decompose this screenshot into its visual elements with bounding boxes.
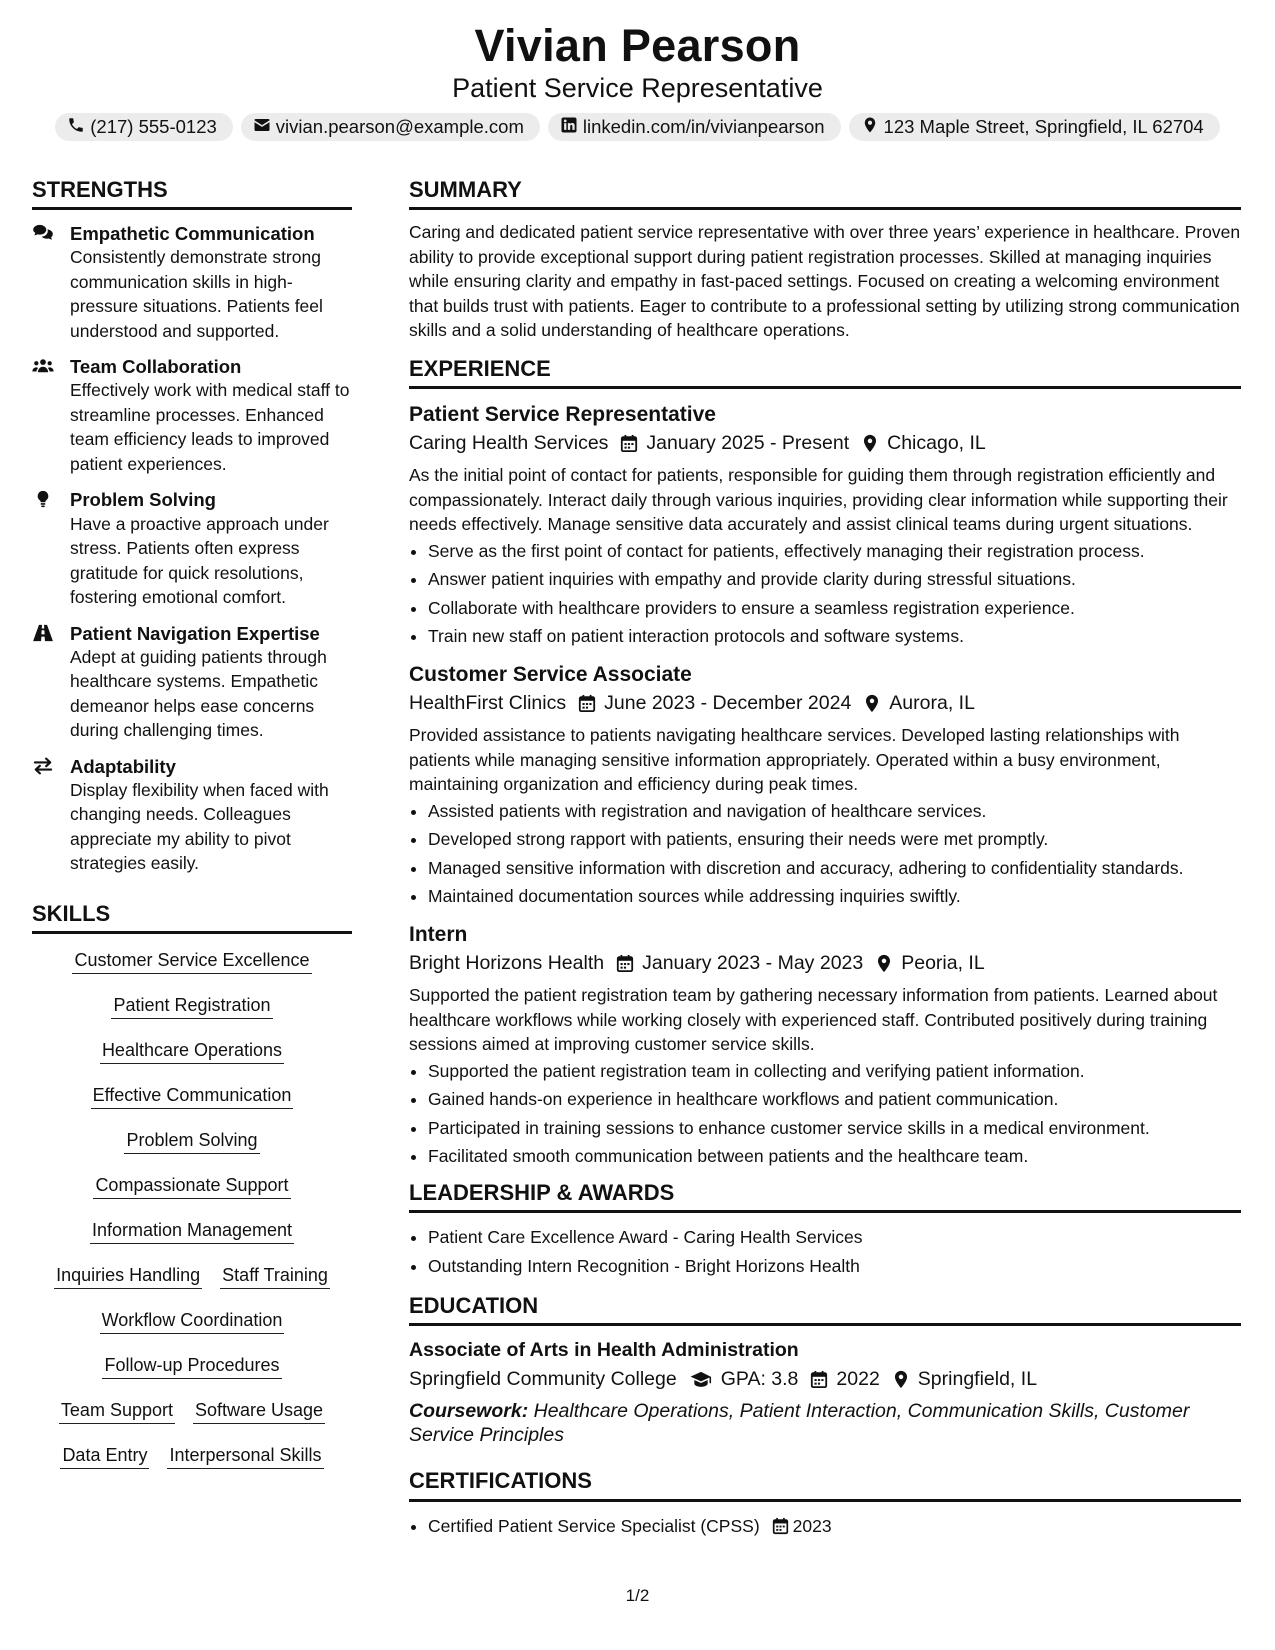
- job-description: As the initial point of contact for patients, responsible for guiding them through registration efficiently and compassionately. Interact daily through various inquiries, providing clear information while supporting their needs effectively. Manage sensitive data accurately and assist clinical teams during urgent situations.: [409, 465, 1228, 535]
- education-meta: [409, 1364, 1241, 1395]
- strength-title: Adaptability: [70, 755, 176, 777]
- certification-item: [428, 1514, 1241, 1539]
- job-location: Aurora, IL: [889, 692, 975, 715]
- contact-email[interactable]: [241, 113, 540, 141]
- education-entry: [409, 1338, 1241, 1447]
- candidate-role: Patient Service Representative: [452, 73, 823, 103]
- job-meta: [409, 688, 1241, 719]
- contact-phone[interactable]: [55, 113, 233, 141]
- skill-tag: Effective Communication: [91, 1085, 294, 1109]
- skill-row: [100, 1304, 285, 1349]
- skill-row: [91, 1079, 294, 1124]
- job-bullet: • Answer patient inquiries with empathy and provide clarity during stressful situations.: [428, 567, 1241, 592]
- lightbulb-icon: [32, 488, 70, 609]
- job-bullet: • Maintained documentation sources while addressing inquiries swiftly.: [428, 884, 1241, 909]
- strength-title: Team Collaboration: [70, 356, 242, 378]
- strength-description: Display flexibility when faced with changing needs. Colleagues appreciate my ability to pivot strategies easily.: [70, 779, 329, 874]
- calendar-icon: [578, 694, 596, 713]
- strength-description: Effectively work with medical staff to streamline processes. Enhanced team efficiency leads to improved patient experiences.: [70, 380, 350, 474]
- skill-tag: Staff Training: [220, 1265, 330, 1289]
- job-bullet: • Supported the patient registration team in collecting and verifying patient information.: [428, 1059, 1241, 1084]
- strength-item: [32, 622, 352, 743]
- skill-row: [111, 989, 272, 1034]
- strengths-heading: STRENGTHS: [32, 178, 352, 210]
- experience-heading: EXPERIENCE: [409, 357, 1241, 389]
- skill-tag: Follow-up Procedures: [102, 1355, 281, 1379]
- envelope-icon: [253, 116, 271, 139]
- certifications-list: [409, 1514, 1241, 1539]
- job-entry: [409, 921, 1241, 1169]
- map-pin-icon: [861, 434, 879, 453]
- skills-list: [32, 944, 352, 1484]
- contact-bar: [0, 113, 1275, 141]
- job-description: Provided assistance to patients navigating healthcare services. Developed lasting relationships with patients while managing sensitive information appropriately. Operated within a busy environment, maintaining organization and efficiency during peak times.: [409, 725, 1180, 795]
- strength-item: [32, 222, 352, 343]
- degree-title: Associate of Arts in Health Administration: [409, 1339, 799, 1362]
- calendar-icon: [772, 1517, 789, 1535]
- skill-tag: Healthcare Operations: [100, 1040, 284, 1064]
- phone-icon: [67, 116, 85, 139]
- right-column: [409, 178, 1241, 1542]
- skill-row: [54, 1259, 330, 1304]
- coursework: [409, 1399, 1241, 1448]
- skill-row: [90, 1214, 294, 1259]
- exchange-icon: [32, 755, 70, 876]
- job-bullet: • Participated in training sessions to enhance customer service skills in a medical environment.: [428, 1116, 1241, 1141]
- skill-row: [59, 1394, 325, 1439]
- award-item: • Outstanding Intern Recognition - Bright Horizons Health: [428, 1254, 1241, 1279]
- road-icon: [32, 622, 70, 743]
- education-gpa: GPA: 3.8: [720, 1367, 799, 1390]
- school-name: Springfield Community College: [409, 1367, 677, 1390]
- contact-linkedin[interactable]: [548, 113, 841, 141]
- strength-item: [32, 488, 352, 609]
- award-item: • Patient Care Excellence Award - Caring Health Services: [428, 1225, 1241, 1250]
- job-location: Chicago, IL: [887, 432, 986, 455]
- job-dates: June 2023 - December 2024: [604, 692, 852, 715]
- skill-tag: Compassionate Support: [93, 1175, 290, 1199]
- job-bullet: • Train new staff on patient interaction protocols and software systems.: [428, 624, 1241, 649]
- calendar-icon: [810, 1370, 828, 1389]
- job-title: Customer Service Associate: [409, 662, 692, 686]
- page-number: 1/2: [625, 1586, 650, 1605]
- strength-description: Consistently demonstrate strong communication skills in high-pressure situations. Patients feel understood and supported.: [70, 247, 323, 341]
- job-location: Peoria, IL: [901, 952, 985, 975]
- job-dates: January 2023 - May 2023: [642, 952, 864, 975]
- education-location: Springfield, IL: [917, 1367, 1038, 1390]
- job-company: Caring Health Services: [409, 432, 609, 455]
- skill-row: [60, 1439, 323, 1484]
- strength-title: Patient Navigation Expertise: [70, 622, 320, 644]
- job-bullet: • Serve as the first point of contact for patients, effectively managing their registration process.: [428, 539, 1241, 564]
- certification-name: • Certified Patient Service Specialist (CPSS): [428, 1515, 760, 1536]
- certification-year: 2023: [792, 1515, 832, 1536]
- contact-email-text: vivian.pearson@example.com: [275, 116, 524, 137]
- strength-title: Problem Solving: [70, 489, 216, 511]
- strength-title: Empathetic Communication: [70, 223, 315, 245]
- skill-tag: Workflow Coordination: [100, 1310, 285, 1334]
- job-bullet: • Assisted patients with registration and navigation of healthcare services.: [428, 799, 1241, 824]
- coursework-label: Coursework:: [409, 1399, 529, 1422]
- certifications-heading: CERTIFICATIONS: [409, 1469, 1241, 1501]
- comments-icon: [32, 222, 70, 343]
- users-icon: [32, 355, 70, 476]
- graduation-cap-icon: [689, 1370, 713, 1389]
- map-pin-icon: [863, 694, 881, 713]
- job-bullet: • Developed strong rapport with patients, ensuring their needs were met promptly.: [428, 827, 1241, 852]
- leadership-list: [409, 1225, 1241, 1278]
- map-pin-icon: [875, 954, 893, 973]
- skill-tag: Information Management: [90, 1220, 294, 1244]
- job-bullets: [409, 539, 1241, 649]
- skill-row: [124, 1124, 259, 1169]
- skill-row: [100, 1034, 284, 1079]
- job-title: Patient Service Representative: [409, 402, 716, 426]
- skill-tag: Customer Service Excellence: [72, 950, 311, 974]
- job-meta: [409, 428, 1241, 459]
- summary-heading: SUMMARY: [409, 178, 1241, 210]
- left-column: [32, 178, 352, 1484]
- education-heading: EDUCATION: [409, 1294, 1241, 1326]
- contact-address[interactable]: [849, 113, 1220, 141]
- skill-tag: Problem Solving: [124, 1130, 259, 1154]
- job-bullet: • Collaborate with healthcare providers to ensure a seamless registration experience.: [428, 596, 1241, 621]
- coursework-text: Healthcare Operations, Patient Interaction, Communication Skills, Customer Service Principles: [409, 1399, 1190, 1447]
- skill-row: [93, 1169, 290, 1214]
- skill-tag: Data Entry: [60, 1445, 149, 1469]
- skill-tag: Team Support: [59, 1400, 175, 1424]
- job-entry: [409, 401, 1241, 649]
- contact-address-text: 123 Maple Street, Springfield, IL 62704: [883, 116, 1204, 137]
- job-bullet: • Managed sensitive information with discretion and accuracy, adhering to confidentiality standards.: [428, 856, 1241, 881]
- job-bullet: • Gained hands-on experience in healthcare workflows and patient communication.: [428, 1087, 1241, 1112]
- skill-tag: Patient Registration: [111, 995, 272, 1019]
- linkedin-icon: [560, 116, 578, 139]
- job-title: Intern: [409, 922, 468, 946]
- skill-tag: Inquiries Handling: [54, 1265, 202, 1289]
- contact-linkedin-text: linkedin.com/in/vivianpearson: [582, 116, 825, 137]
- job-company: HealthFirst Clinics: [409, 692, 567, 715]
- candidate-name: Vivian Pearson: [474, 20, 801, 71]
- calendar-icon: [620, 434, 638, 453]
- job-description: Supported the patient registration team by gathering necessary information from patients. Learned about healthcare workflows while working closely with experienced staff. Contributed positively during training sessions aimed at improving customer service skills.: [409, 985, 1218, 1055]
- job-bullet: • Facilitated smooth communication between patients and the healthcare team.: [428, 1144, 1241, 1169]
- map-pin-icon: [892, 1370, 910, 1389]
- strength-description: Adept at guiding patients through healthcare systems. Empathetic demeanor helps ease concerns during challenging times.: [70, 646, 327, 741]
- job-bullets: [409, 1059, 1241, 1169]
- skill-row: [72, 944, 311, 989]
- calendar-icon: [616, 954, 634, 973]
- skill-tag: Interpersonal Skills: [167, 1445, 323, 1469]
- job-dates: January 2025 - Present: [646, 432, 850, 455]
- strength-item: [32, 755, 352, 876]
- summary-text: Caring and dedicated patient service representative with over three years’ experience in healthcare. Proven ability to provide exceptional support during patient registration processes. Skilled at managing inquiries while ensuring clarity and empathy in fast-paced settings. Focused on creating a welcoming environment that builds trust with patients. Eager to contribute to a professional setting by utilizing strong communication skills and a solid understanding of healthcare operations.: [409, 222, 1241, 341]
- contact-phone-text: (217) 555-0123: [90, 116, 217, 137]
- job-company: Bright Horizons Health: [409, 952, 605, 975]
- skills-heading: SKILLS: [32, 902, 352, 934]
- skill-row: [102, 1349, 281, 1394]
- skill-tag: Software Usage: [193, 1400, 325, 1424]
- strength-description: Have a proactive approach under stress. Patients often express gratitude for quick resolutions, fostering emotional comfort.: [70, 513, 329, 608]
- map-pin-icon: [861, 116, 879, 139]
- job-entry: [409, 661, 1241, 909]
- strength-item: [32, 355, 352, 476]
- job-meta: [409, 948, 1241, 979]
- job-bullets: [409, 799, 1241, 909]
- education-year: 2022: [836, 1367, 880, 1390]
- leadership-heading: LEADERSHIP & AWARDS: [409, 1181, 1241, 1213]
